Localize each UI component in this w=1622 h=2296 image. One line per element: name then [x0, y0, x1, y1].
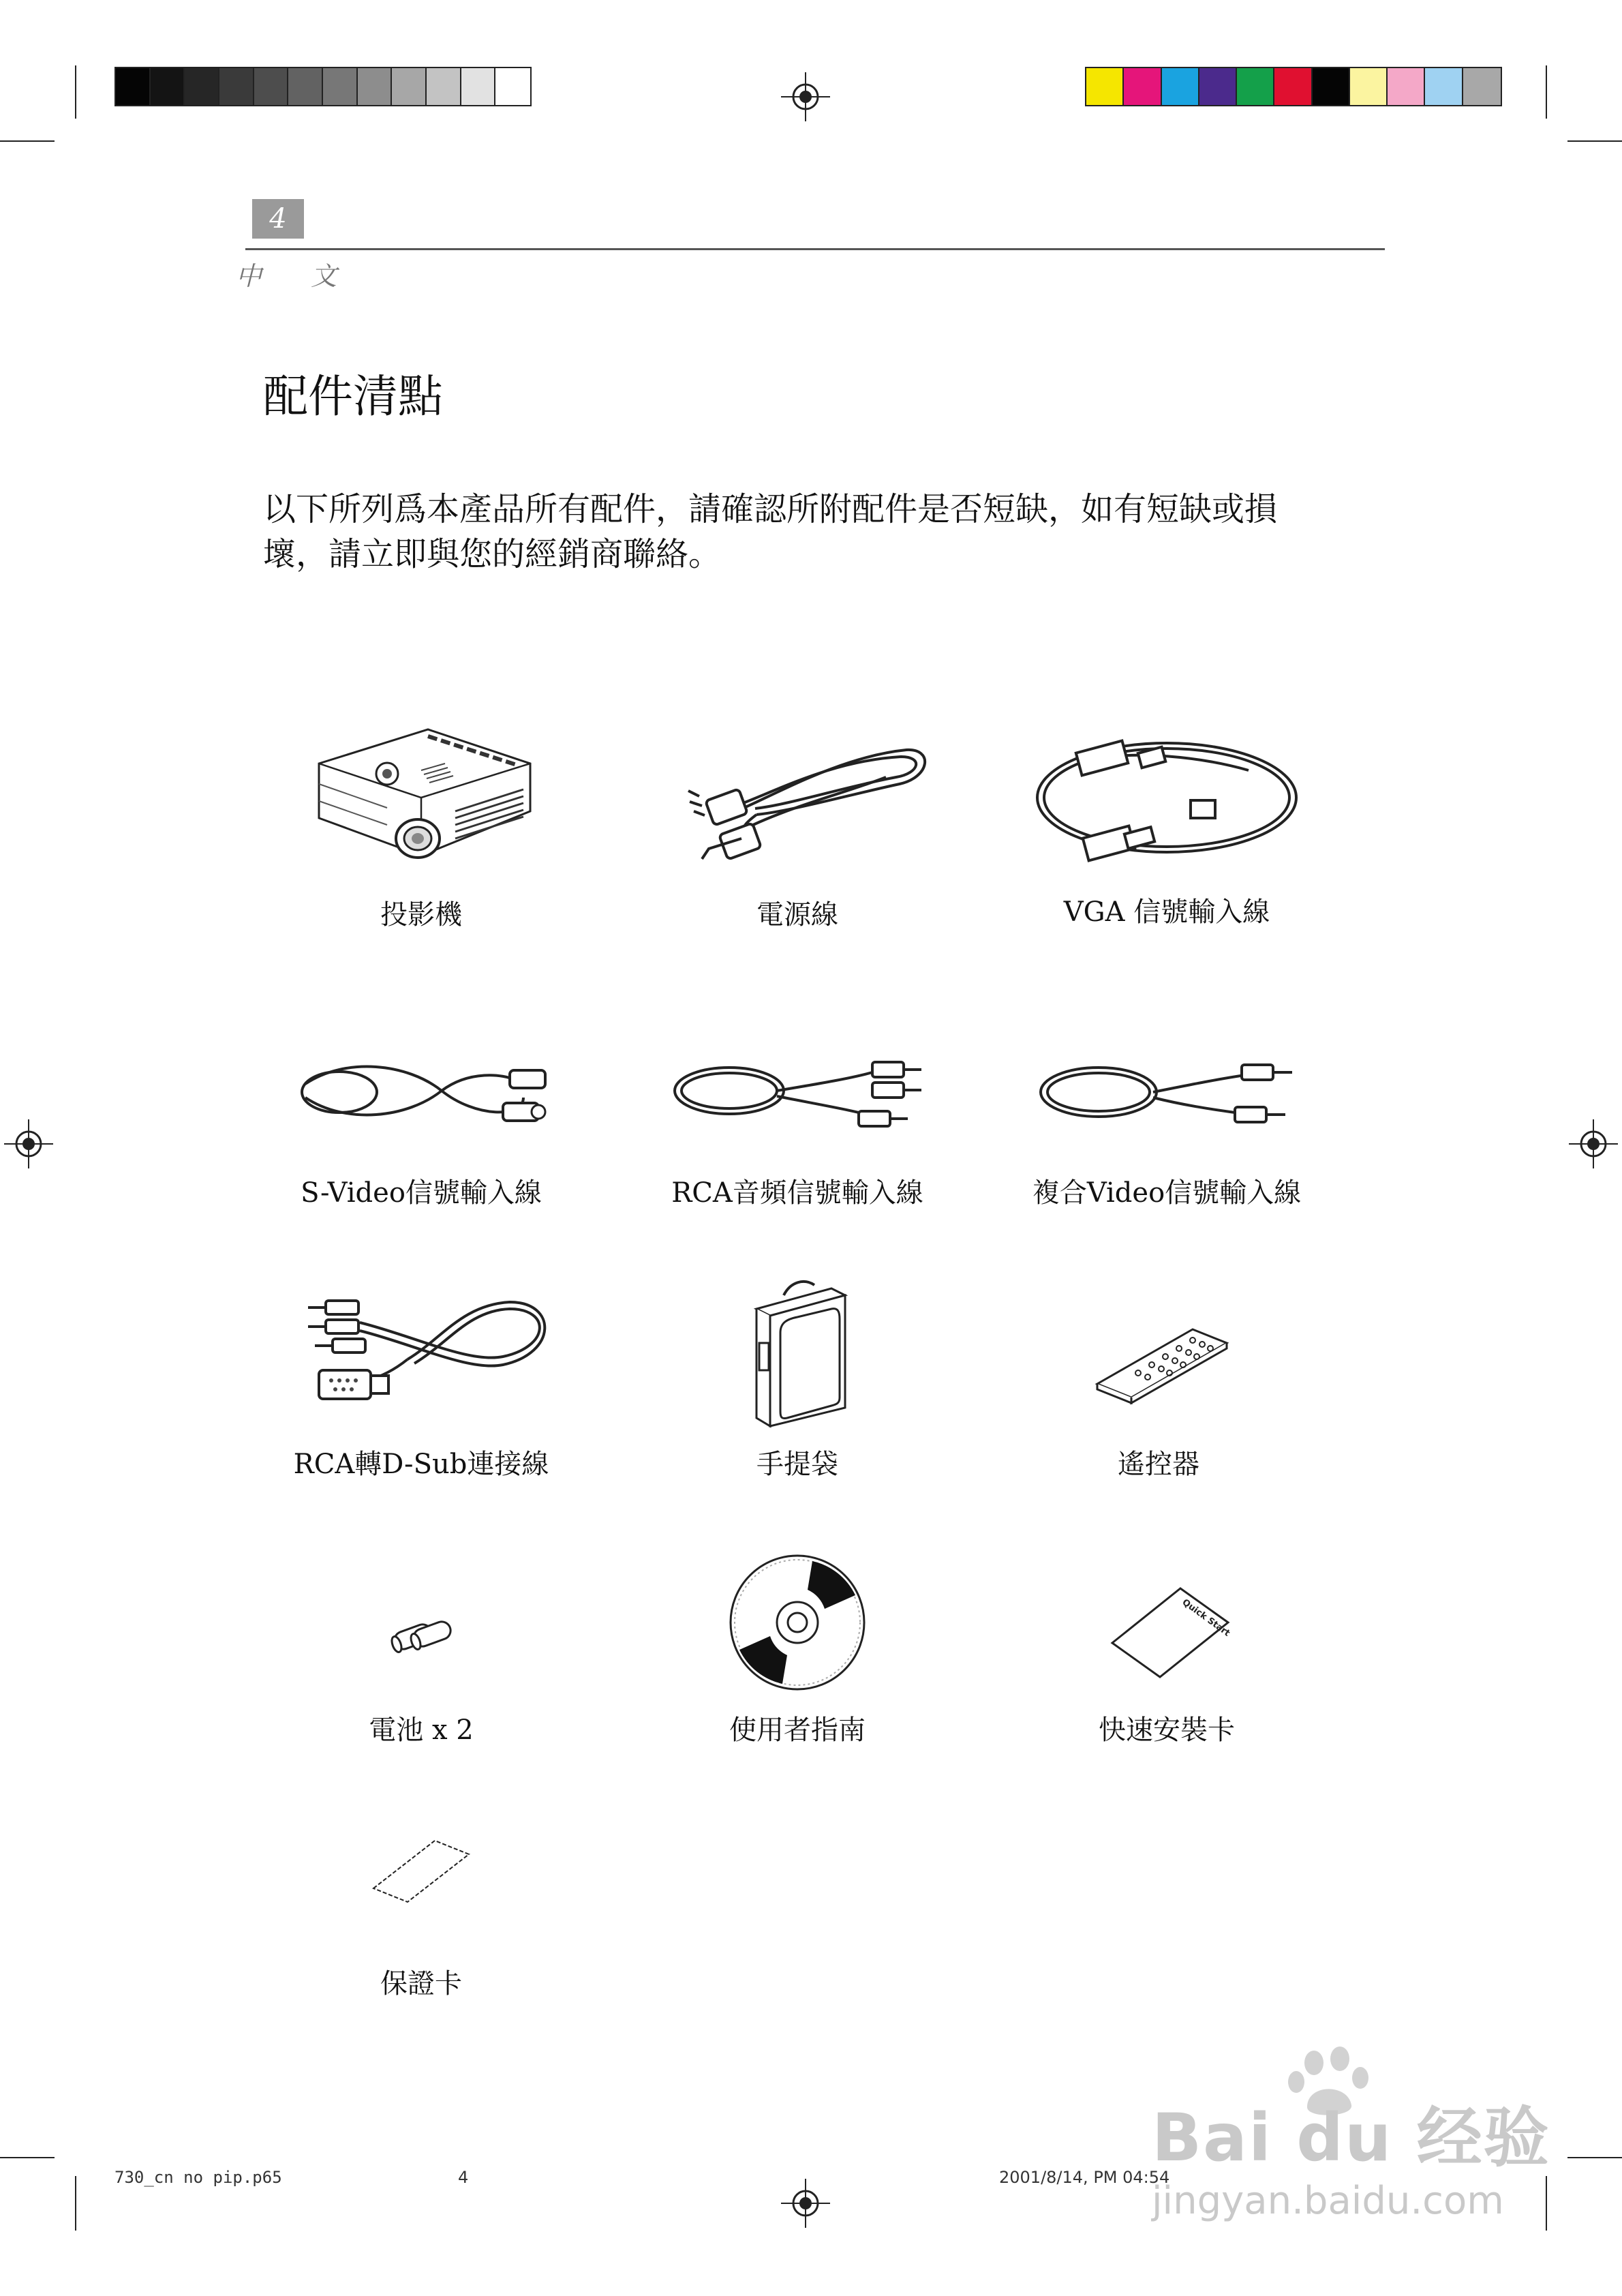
- accessory-label: 複合Video信號輸入線: [1032, 1177, 1302, 1209]
- footer-filename: 730_cn no pip.p65: [114, 2168, 282, 2187]
- gray-swatch: [116, 68, 151, 105]
- page-title: 配件清點: [263, 370, 443, 423]
- accessory-item-cd-rom: [620, 1547, 975, 1759]
- registration-mark-icon: [781, 2179, 830, 2228]
- accessory-label: 電源線: [756, 899, 838, 931]
- registration-mark-icon: [781, 72, 830, 121]
- accessory-label: 手提袋: [756, 1449, 838, 1480]
- accessory-label: 投影機: [380, 899, 462, 931]
- gray-swatch: [358, 68, 393, 105]
- color-swatch: [1162, 68, 1199, 105]
- color-swatch: [1274, 68, 1312, 105]
- accessory-item-composite-video-cable: [990, 1043, 1344, 1220]
- registration-mark-icon: [1569, 1119, 1618, 1168]
- color-swatch: [1425, 68, 1463, 105]
- composite-video-cable-icon: [1024, 1043, 1310, 1145]
- gray-swatch: [288, 68, 323, 105]
- gray-swatch: [461, 68, 496, 105]
- accessory-label: VGA 信號輸入線: [1063, 896, 1270, 928]
- crop-mark: [1567, 140, 1622, 142]
- accessory-label: 遙控器: [1118, 1449, 1199, 1480]
- grayscale-color-bar: [114, 67, 532, 106]
- accessory-item-carrying-case: [620, 1268, 975, 1486]
- accessory-item-power-cord: [620, 709, 975, 941]
- projector-icon: [299, 709, 544, 873]
- accessory-label: 保證卡: [380, 1968, 462, 1999]
- color-swatch: [1313, 68, 1350, 105]
- watermark-url: jingyan.baidu.com: [1152, 2179, 1504, 2223]
- remote-control-icon: [1077, 1316, 1240, 1411]
- accessory-item-batteries: [244, 1595, 598, 1759]
- batteries-icon: [353, 1595, 489, 1677]
- cd-rom-icon: [722, 1547, 872, 1697]
- gray-swatch: [495, 68, 530, 105]
- intro-paragraph: 以下所列爲本產品所有配件，請確認所附配件是否短缺，如有短缺或損壞，請立即與您的經銷商聯絡。: [263, 490, 1278, 573]
- registration-mark-icon: [4, 1119, 53, 1168]
- quick-start-card-text: Quick Start: [1180, 1597, 1232, 1639]
- gray-swatch: [254, 68, 289, 105]
- watermark-brand: Bai du 经验: [1152, 2100, 1550, 2176]
- crop-mark: [1546, 2176, 1547, 2231]
- rca-dsub-cable-icon: [278, 1282, 564, 1418]
- accessory-label: 使用者指南: [729, 1715, 866, 1746]
- process-color-bar: [1085, 67, 1502, 106]
- accessory-label: 電池 x 2: [369, 1715, 474, 1746]
- crop-mark: [1546, 65, 1547, 119]
- footer-page-number: 4: [458, 2168, 469, 2187]
- gray-swatch: [151, 68, 185, 105]
- vga-cable-icon: [1024, 709, 1310, 873]
- accessory-label: RCA音頻信號輸入線: [671, 1177, 923, 1209]
- quick-start-card-icon: [1092, 1568, 1242, 1691]
- accessory-label: 快速安裝卡: [1099, 1715, 1235, 1746]
- power-cord-icon: [661, 709, 934, 873]
- warranty-card-icon: [346, 1827, 496, 1922]
- footer-timestamp: 2001/8/14, PM 04:54: [999, 2168, 1170, 2187]
- accessory-label: S-Video信號輸入線: [301, 1177, 542, 1209]
- color-swatch: [1237, 68, 1274, 105]
- accessory-item-vga-cable: [990, 709, 1344, 941]
- accessory-label: RCA轉D-Sub連接線: [293, 1449, 549, 1480]
- language-label: 中 文: [236, 261, 358, 291]
- accessory-item-rca-dsub-cable: [244, 1282, 598, 1486]
- page-number-badge: 4: [252, 199, 304, 239]
- gray-swatch: [185, 68, 219, 105]
- color-swatch: [1086, 68, 1124, 105]
- crop-mark: [0, 140, 55, 142]
- gray-swatch: [392, 68, 427, 105]
- gray-swatch: [219, 68, 254, 105]
- rca-audio-cable-icon: [654, 1043, 940, 1145]
- accessory-item-warranty-card: [244, 1827, 598, 2004]
- accessory-item-rca-audio-cable: [620, 1043, 975, 1220]
- gray-swatch: [427, 68, 461, 105]
- color-swatch: [1463, 68, 1501, 105]
- crop-mark: [75, 2176, 76, 2231]
- color-swatch: [1388, 68, 1425, 105]
- accessory-item-quick-start-card: [990, 1568, 1344, 1759]
- color-swatch: [1350, 68, 1388, 105]
- header-rule: [245, 248, 1385, 250]
- crop-mark: [0, 2157, 55, 2158]
- crop-mark: [1567, 2157, 1622, 2158]
- svideo-cable-icon: [278, 1043, 564, 1145]
- crop-mark: [75, 65, 76, 119]
- color-swatch: [1124, 68, 1161, 105]
- gray-swatch: [323, 68, 358, 105]
- carrying-case-icon: [716, 1268, 879, 1432]
- accessory-item-svideo-cable: [244, 1043, 598, 1220]
- accessory-item-remote-control: [981, 1316, 1336, 1486]
- accessory-item-projector: [244, 709, 598, 941]
- color-swatch: [1199, 68, 1237, 105]
